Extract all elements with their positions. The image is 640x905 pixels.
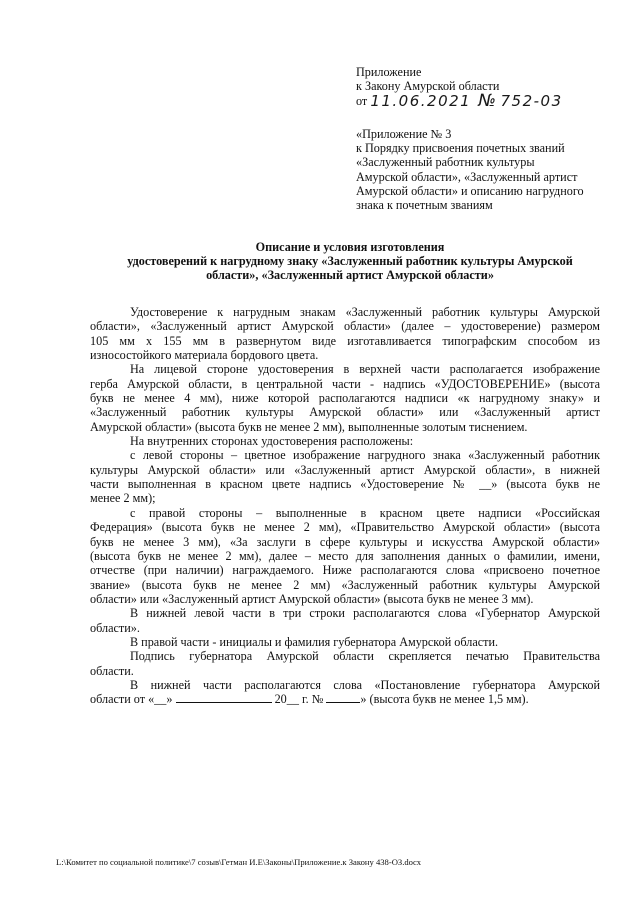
- text-line: букв не менее 4 мм), ниже которой располагаются надписи «к нагрудному знаку» и: [90, 391, 600, 406]
- text-line: части выполненная в красном цвете надпись «Удостоверение № __» (высота букв не: [90, 477, 600, 492]
- text-line: Удостоверение к нагрудным знакам «Заслуженный работник культуры Амурской: [130, 305, 600, 319]
- appendix-line: знака к почетным званиям: [356, 198, 493, 213]
- appendix-line: «Приложение № 3: [356, 127, 452, 141]
- title-line: удостоверений к нагрудному знаку «Заслуженный работник культуры Амурской: [127, 254, 573, 269]
- date-prefix: от: [356, 94, 368, 108]
- number-sign: №: [478, 91, 498, 111]
- paragraph-8: [90, 649, 600, 678]
- text-fragment: области от «__»: [90, 692, 173, 707]
- text-line: «Заслуженный работник культуры Амурской области» или «Заслуженный артист: [90, 405, 600, 420]
- text-line: области».: [90, 620, 140, 635]
- paragraph-4: [90, 448, 600, 505]
- text-line: культуры Амурской области» или «Заслуженный артист Амурской области», в нижней: [90, 462, 600, 477]
- blank-field: [326, 692, 360, 703]
- text-line: герба Амурской области, в центральной части - надпись «УДОСТОВЕРЕНИЕ» (высота: [90, 376, 600, 391]
- law-header: [356, 65, 606, 111]
- title-line: Описание и условия изготовления: [255, 240, 445, 254]
- text-line: менее 2 мм);: [90, 491, 156, 506]
- paragraph-7: [90, 635, 600, 649]
- title-line: области», «Заслуженный артист Амурской области»: [206, 268, 494, 283]
- handwritten-number: 752-03: [500, 92, 563, 110]
- text-line: На внутренних сторонах удостоверения расположены:: [130, 434, 414, 449]
- text-line: Федерация» (высота букв не менее 2 мм), «Правительство Амурской области» (высота: [90, 520, 600, 535]
- handwritten-date: 11.06.2021: [370, 92, 472, 110]
- header-date-line: [356, 91, 606, 111]
- text-line: Подпись губернатора Амурской области скрепляется печатью Правительства: [130, 649, 600, 664]
- paragraph-2: [90, 362, 600, 434]
- text-line: области.: [90, 663, 134, 678]
- paragraph-1: [90, 305, 600, 362]
- appendix-line: Амурской области» и описанию нагрудного: [356, 183, 584, 198]
- text-line: звание» (высота букв не менее 2 мм) «Заслуженный работник культуры Амурской: [90, 577, 600, 592]
- paragraph-6: [90, 606, 600, 635]
- text-line: Амурской области» (высота букв не менее 2 мм), выполненные золотым тиснением.: [90, 419, 528, 434]
- document-body: [90, 305, 600, 707]
- paragraph-9: [90, 678, 600, 707]
- text-line: На лицевой стороне удостоверения в верхней части располагается изображение: [130, 362, 600, 377]
- text-line: с левой стороны – цветное изображение нагрудного знака «Заслуженный работник: [130, 448, 600, 463]
- text-line: В нижней части располагаются слова «Постановление губернатора Амурской: [130, 677, 600, 692]
- paragraph-5: [90, 506, 600, 606]
- blank-field: [176, 692, 272, 703]
- text-line: букв не менее 3 мм), «За заслуги в сфере культуры и искусства Амурской области»: [90, 534, 600, 549]
- appendix-reference: [356, 127, 611, 212]
- text-fragment: » (высота букв не менее 1,5 мм).: [360, 692, 529, 707]
- text-line: (высота букв не менее 2 мм), далее – место для заполнения данных о фамилии, имени,: [90, 548, 600, 563]
- text-line: В правой части - инициалы и фамилия губернатора Амурской области.: [130, 634, 499, 649]
- text-line: с правой стороны – выполненные в красном цвете надписи «Российская: [130, 505, 600, 520]
- document-title: [100, 240, 600, 283]
- text-line: отчестве (при наличии) награждаемого. Ниже располагаются слова «присвоено почетное: [90, 563, 600, 578]
- paragraph-3: [90, 434, 600, 448]
- appendix-line: к Порядку присвоения почетных званий: [356, 141, 565, 156]
- text-line-with-blanks: [90, 692, 600, 706]
- header-line-2: к Закону Амурской области: [356, 79, 500, 93]
- header-line-1: Приложение: [356, 65, 422, 79]
- text-line: износостойкого материала бордового цвета.: [90, 348, 319, 363]
- text-fragment: 20__ г. №: [274, 692, 324, 707]
- appendix-line: Амурской области», «Заслуженный артист: [356, 169, 578, 184]
- appendix-line: «Заслуженный работник культуры: [356, 155, 535, 170]
- text-line: 105 мм х 155 мм в развернутом виде изготавливается типографским способом из: [90, 333, 600, 348]
- file-path-footer: L:\Комитет по социальной политике\7 созыв\Гетман И.Е\Законы\Приложение.к Закону 438-ОЗ.docx: [56, 857, 422, 867]
- text-line: В нижней левой части в три строки располагаются слова «Губернатор Амурской: [130, 606, 600, 621]
- text-line: области» или «Заслуженный артист Амурской области» (высота букв не менее 3 мм).: [90, 591, 534, 606]
- text-line: области», «Заслуженный артист Амурской области» (далее – удостоверение) размером: [90, 319, 600, 334]
